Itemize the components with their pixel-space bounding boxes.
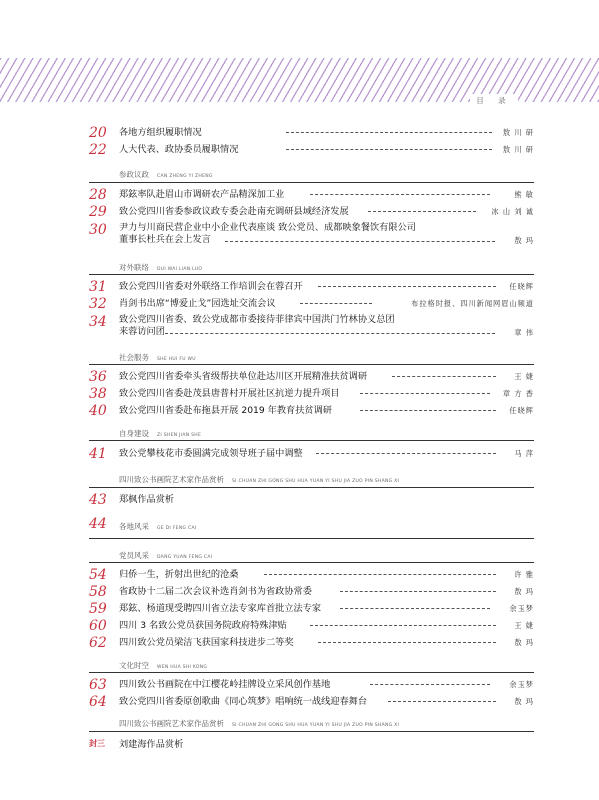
page-number: 40 [89, 403, 107, 419]
entry-author: 敖 玛 [514, 697, 534, 706]
entry-title: 致公党四川省委牵头省级帮扶单位赴达川区开展精准扶贫调研 [119, 371, 368, 382]
entry-title: 致公党四川省委对外联络工作培训会在蓉召开 [119, 281, 303, 292]
section-heading [119, 348, 196, 362]
dot-leader [165, 333, 495, 334]
entry-title-line-2: 来蓉访问团 [119, 326, 165, 337]
toc-entry[interactable] [0, 618, 599, 634]
entry-author: 敖 玛 [514, 236, 534, 245]
dot-leader [316, 453, 496, 454]
entry-title: 致公党四川省委原创歌曲《同心筑梦》唱响统一战线迎春舞台 [119, 696, 368, 707]
toc-entry[interactable] [0, 516, 599, 532]
toc-entry[interactable] [0, 601, 599, 617]
dot-leader [318, 286, 496, 287]
section-divider [89, 487, 534, 488]
page-number: 60 [89, 618, 107, 634]
dot-leader [388, 701, 496, 702]
dot-leader [310, 194, 490, 195]
page-number: 30 [89, 222, 107, 238]
section-pinyin: SHE HUI FU WU [157, 357, 196, 362]
entry-title: 省政协十二届二次会议补选肖剑书为省政协常委 [119, 586, 312, 597]
toc-entry[interactable] [0, 187, 599, 203]
dot-leader [225, 241, 495, 242]
entry-title: 郑枫作品赏析 [119, 494, 175, 505]
section-title: 自身建设 [119, 429, 149, 438]
page-number: 38 [89, 386, 107, 402]
toc-entry[interactable] [0, 125, 599, 141]
toc-entry[interactable] [0, 222, 599, 246]
dot-leader [264, 574, 496, 575]
page-number: 43 [89, 492, 107, 508]
entry-author: 布拉格时报、四川新闻网眉山频道 [411, 299, 534, 308]
dot-leader [368, 211, 476, 212]
dot-leader [370, 684, 490, 685]
toc-entry[interactable] [0, 142, 599, 158]
section-pinyin: ZI SHEN JIAN SHE [157, 433, 202, 438]
section-divider [89, 538, 534, 539]
section-divider [89, 672, 534, 673]
dot-leader [392, 376, 496, 377]
page-number: 63 [89, 677, 107, 693]
page-number: 34 [89, 314, 107, 330]
back-cover-label: 封三 [89, 739, 105, 748]
dot-leader [340, 591, 496, 592]
entry-author: 余玉梦 [509, 604, 534, 613]
toc-entry[interactable] [0, 296, 599, 312]
entry-title: 肖剑书出席“博爱止戈”园选址交流会议 [119, 298, 276, 309]
toc-entry-back-cover[interactable] [0, 737, 599, 753]
section-title: 参政议政 [119, 170, 149, 179]
entry-title: 归侨一生，折射出世纪的沧桑 [119, 569, 239, 580]
entry-title: 四川致公书画院在中江樱花岭挂牌设立采风创作基地 [119, 679, 331, 690]
section-pinyin: DANG YUAN FENG CAI [157, 555, 213, 560]
section-heading [119, 714, 399, 728]
toc-entry[interactable] [0, 567, 599, 583]
entry-author: 章 方 香 [502, 389, 534, 398]
dot-leader [340, 608, 490, 609]
page-number: 36 [89, 369, 107, 385]
section-title: 四川致公书画院艺术家作品赏析 [119, 719, 224, 728]
entry-author: 王 婕 [514, 372, 534, 381]
entry-title: 各地方组织履职情况 [119, 127, 202, 138]
page-number: 64 [89, 694, 107, 710]
section-title: 对外联络 [119, 263, 149, 272]
entry-title: 四川 3 名致公党员获国务院政府特殊津贴 [119, 620, 287, 631]
toc-entry[interactable] [0, 694, 599, 710]
section-heading [119, 165, 213, 179]
section-divider [89, 364, 534, 365]
entry-title: 致公党四川省委赴茂县唐普村开展社区抗逆力提升项目 [119, 388, 340, 399]
section-pinyin: GE DI FENG CAI [157, 526, 197, 531]
toc-entry[interactable] [0, 584, 599, 600]
entry-author: 冰 山 刘 诚 [491, 207, 534, 216]
page-number: 20 [89, 125, 107, 141]
entry-author: 任晓辉 [509, 282, 534, 291]
toc-entry[interactable] [0, 314, 599, 338]
page-number: 22 [89, 142, 107, 158]
section-heading [119, 470, 399, 484]
page-number: 62 [89, 635, 107, 651]
page-number: 32 [89, 296, 107, 312]
page-number: 29 [89, 204, 107, 220]
section-divider [89, 440, 534, 441]
page-number: 44 [89, 516, 107, 532]
dot-leader [300, 303, 372, 304]
toc-entry[interactable] [0, 204, 599, 220]
toc-entry[interactable] [0, 446, 599, 462]
dot-leader [310, 625, 496, 626]
entry-title: 致公党四川省委赴布拖县开展 2019 年教育扶贫调研 [119, 405, 332, 416]
section-divider [89, 731, 534, 732]
entry-title-line-1: 致公党四川省委、致公党成都市委接待菲律宾中国洪门竹林协义总团 [119, 314, 395, 325]
page-number: 41 [89, 446, 107, 462]
entry-author: 敖 玛 [514, 638, 534, 647]
dot-leader [360, 393, 490, 394]
entry-title: 郑鉉率队赴眉山市调研农产品精深加工业 [119, 189, 285, 200]
section-heading [119, 656, 207, 670]
entry-author: 王 婕 [514, 621, 534, 630]
dot-leader [286, 149, 492, 150]
toc-entry[interactable] [0, 677, 599, 693]
toc-label: 目 录 [470, 94, 518, 108]
toc-entry[interactable] [0, 386, 599, 402]
toc-entry[interactable] [0, 403, 599, 419]
entry-author: 马 萍 [514, 449, 534, 458]
section-heading [119, 517, 196, 531]
section-pinyin: CAN ZHENG YI ZHENG [157, 174, 213, 179]
page-number: 58 [89, 584, 107, 600]
entry-title: 刘建海作品赏析 [119, 739, 184, 750]
toc-entry[interactable] [0, 635, 599, 651]
entry-author: 熊 敏 [514, 190, 534, 199]
dot-leader [286, 132, 492, 133]
section-title: 四川致公书画院艺术家作品赏析 [119, 475, 224, 484]
section-title: 社会服务 [119, 353, 149, 362]
section-divider [89, 562, 534, 563]
toc-entry[interactable] [0, 369, 599, 385]
section-divider [89, 182, 534, 183]
section-title: 各地风采 [119, 522, 149, 531]
toc-entry[interactable] [0, 279, 599, 295]
entry-title: 郑鉉、杨道现受聘四川省立法专家库首批立法专家 [119, 603, 322, 614]
entry-author: 敖 川 研 [502, 128, 534, 137]
entry-title-line-2: 董事长杜兵在会上发言 [119, 234, 211, 245]
page-number: 54 [89, 567, 107, 583]
entry-title: 致公党四川省委参政议政专委会赴南充调研县域经济发展 [119, 206, 349, 217]
section-pinyin: WEN HUA SHI KONG [157, 665, 208, 670]
entry-author: 敖 玛 [514, 587, 534, 596]
section-pinyin: SI CHUAN ZHI GONG SHU HUA YUAN YI SHU JIA ZUO PIN SHANG XI [232, 479, 400, 484]
entry-author: 敖 川 研 [502, 145, 534, 154]
page-number: 28 [89, 187, 107, 203]
entry-author: 余玉梦 [509, 680, 534, 689]
page-number: 31 [89, 279, 107, 295]
dot-leader [360, 410, 496, 411]
entry-title-line-1: 尹力与川商民营企业中小企业代表座谈 致公党员、成都映象餐饮有限公司 [119, 222, 416, 233]
entry-author: 许 雅 [514, 570, 534, 579]
entry-title: 人大代表、政协委员履职情况 [119, 144, 239, 155]
page-number: 59 [89, 601, 107, 617]
section-divider [89, 274, 534, 275]
toc-entry[interactable] [0, 492, 599, 508]
section-title: 文化时空 [119, 661, 149, 670]
section-title: 党员风采 [119, 551, 149, 560]
entry-author: 任晓辉 [509, 406, 534, 415]
section-heading [119, 546, 212, 560]
section-heading [119, 258, 202, 272]
dot-leader [318, 642, 496, 643]
section-pinyin: DUI WAI LIAN LUO [157, 267, 203, 272]
entry-title: 致公党攀枝花市委圆满完成领导班子届中调整 [119, 448, 303, 459]
entry-author: 章 伟 [514, 328, 534, 337]
section-heading [119, 424, 201, 438]
section-pinyin: SI CHUAN ZHI GONG SHU HUA YUAN YI SHU JIA ZUO PIN SHANG XI [232, 723, 400, 728]
entry-title: 四川致公党员梁洁飞获国家科技进步二等奖 [119, 637, 294, 648]
